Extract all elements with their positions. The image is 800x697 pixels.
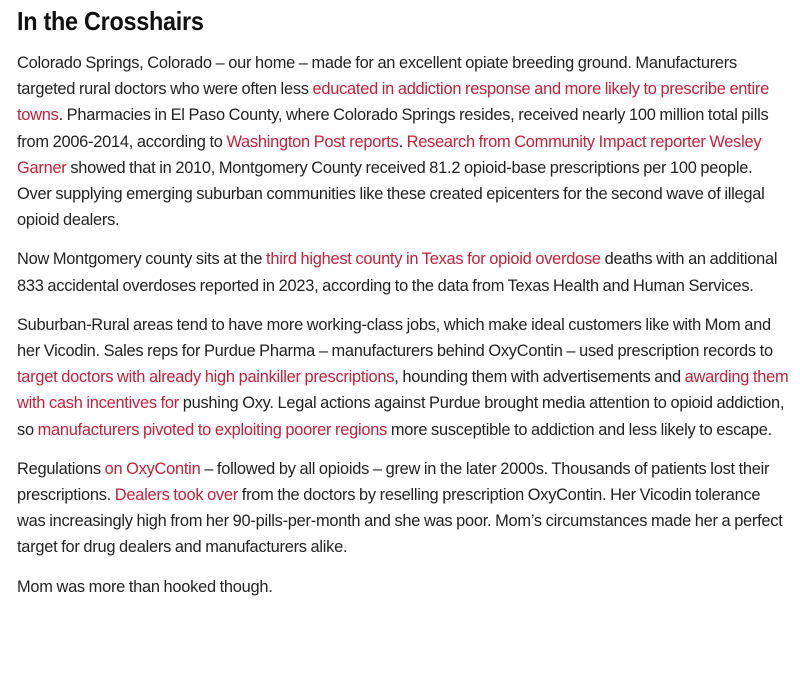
paragraph-text: more susceptible to addiction and less likely to escape. <box>387 420 772 439</box>
paragraph-text: Regulations <box>17 459 105 478</box>
paragraph-2 <box>17 246 790 298</box>
paragraph-text: Mom was more than hooked though. <box>17 577 273 596</box>
paragraph-text: Now Montgomery county sits at the <box>17 250 267 269</box>
paragraph-text: . <box>398 132 407 151</box>
link-target-doctors[interactable]: target doctors with already high painkiller prescriptions <box>17 368 395 387</box>
section-heading: In the Crosshairs <box>17 6 204 36</box>
paragraph-1 <box>17 50 790 233</box>
link-third-highest-county[interactable]: third highest county in Texas for opioid overdose <box>266 250 601 269</box>
link-community-impact-research[interactable]: Research from Community Impact reporter Wesley Garner <box>17 132 762 177</box>
link-on-oxycontin[interactable]: on OxyContin <box>104 459 201 478</box>
link-cash-incentives[interactable]: awarding them with cash incentives for <box>17 368 789 413</box>
paragraph-text: showed that in 2010, Montgomery County received 81.2 opioid-base prescriptions per 100 people. Over supplying emerging suburban communities like these created epicenters for the second wave of illegal opioid dealers. <box>17 158 765 230</box>
paragraph-4 <box>17 456 790 561</box>
link-washington-post[interactable]: Washington Post reports <box>226 132 399 151</box>
paragraph-text: – followed by all opioids – grew in the later 2000s. Thousands of patients lost their prescriptions. <box>17 459 770 505</box>
paragraph-text: from the doctors by reselling prescription OxyContin. Her Vicodin tolerance was increasingly high from her 90-pills-per-month and she was poor. Mom’s circumstances made her a perfect target for drug dealers and manufacturers alike. <box>17 486 783 557</box>
link-addiction-response[interactable]: educated in addiction response and more likely to prescribe entire towns <box>17 80 769 125</box>
paragraph-text: Suburban-Rural areas tend to have more working-class jobs, which make ideal customers like with Mom and her Vicodin. Sales reps for Purdue Pharma – manufacturers behind OxyContin – used prescription records to <box>17 315 773 361</box>
paragraph-text: Colorado Springs, Colorado – our home – made for an excellent opiate breeding ground. Manufacturers targeted rural doctors who were often less <box>17 54 737 99</box>
paragraph-text: , hounding them with advertisements and <box>394 368 685 387</box>
paragraph-text: pushing Oxy. Legal actions against Purdue brought media attention to opioid addiction, so <box>17 394 785 439</box>
link-dealers-took-over[interactable]: Dealers took over <box>114 486 238 505</box>
paragraph-3 <box>17 312 790 443</box>
paragraph-text: . Pharmacies in El Paso County, where Colorado Springs resides, received nearly 100 million total pills from 2006-2014, according to <box>17 106 769 151</box>
link-poorer-regions[interactable]: manufacturers pivoted to exploiting poorer regions <box>37 420 388 439</box>
paragraph-5 <box>17 574 790 600</box>
paragraph-text: deaths with an additional 833 accidental overdoses reported in 2023, according to the data from Texas Health and Human Services. <box>17 250 778 295</box>
